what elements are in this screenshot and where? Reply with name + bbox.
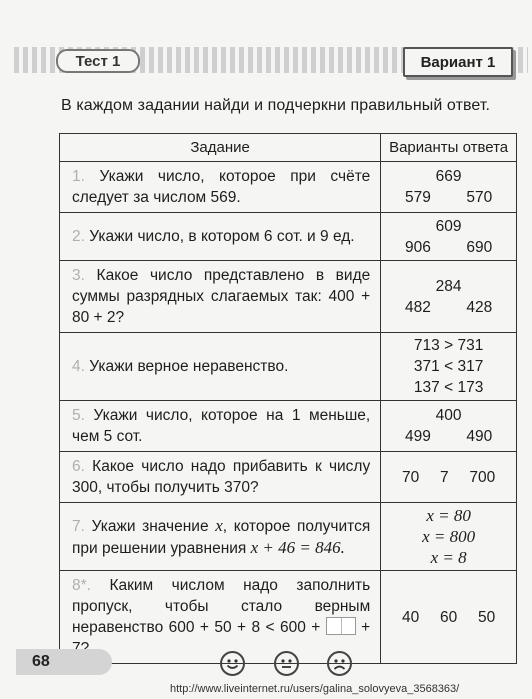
task-text: Какое число представлено в виде суммы разрядных слагаемых так: 400 + 80 + 2?: [72, 267, 371, 326]
table-row: [60, 571, 517, 664]
task-number: 6.: [72, 458, 85, 475]
page-number-text: 68: [32, 653, 50, 670]
answer-option[interactable]: 284: [435, 277, 462, 295]
answer-option[interactable]: 499: [404, 428, 431, 445]
task-number: 2.: [72, 228, 85, 245]
task-cell: [60, 401, 381, 452]
answer-option[interactable]: x = 80: [426, 506, 471, 525]
task-number: 8*.: [72, 577, 91, 594]
task-text: , которое получится при решении уравнения: [72, 517, 371, 557]
task-text: Укажи число, которое на 1 меньше, чем 5 сот.: [72, 407, 371, 445]
task-text: Укажи число, которое при счёте следует за числом 569.: [72, 168, 371, 206]
answer-option[interactable]: 371 < 317: [413, 358, 484, 375]
answer-cell: [381, 503, 517, 571]
variant-label: Вариант 1: [403, 47, 513, 77]
task-text: Укажи верное неравенство.: [89, 358, 289, 375]
answer-cell: [381, 213, 517, 261]
table-row: [60, 503, 517, 571]
answer-option[interactable]: 70: [401, 468, 420, 486]
task-number: 4.: [72, 358, 85, 375]
answer-cell: [381, 162, 517, 213]
table-row: [60, 452, 517, 503]
answer-option[interactable]: 713 > 731: [413, 337, 484, 354]
table-row: [60, 162, 517, 213]
table-row: [60, 401, 517, 452]
answer-option[interactable]: 579: [404, 189, 431, 206]
task-text: Укажи число, в котором 6 сот. и 9 ед.: [89, 228, 355, 245]
answer-option[interactable]: 400: [435, 407, 462, 424]
task-number: 1.: [72, 168, 85, 185]
answer-cell: [381, 452, 517, 503]
task-cell: [60, 162, 381, 213]
happy-face-icon[interactable]: [220, 651, 245, 676]
answer-option[interactable]: 906: [404, 238, 431, 256]
instruction-text: В каждом задании найди и подчеркни правильный ответ.: [61, 97, 491, 114]
table-row: [60, 333, 517, 401]
task-text: Каким числом надо заполнить пропуск, чтобы стало верным неравенство 600 + 50 + 8 < 600 +: [72, 577, 371, 636]
neutral-face-icon[interactable]: [274, 651, 299, 676]
task-cell: [60, 213, 381, 261]
task-number: 7.: [72, 517, 85, 535]
page-number: [16, 649, 112, 675]
test-table: [59, 133, 517, 664]
task-cell: [60, 571, 381, 664]
task-text: +: [361, 619, 371, 636]
task-text: Укажи значение: [91, 517, 209, 535]
task-number: 5.: [72, 407, 85, 424]
answer-cell: [381, 401, 517, 452]
answer-option[interactable]: 40: [401, 608, 420, 626]
task-cell: [60, 261, 381, 333]
answer-option[interactable]: 60: [439, 608, 458, 626]
table-row: [60, 261, 517, 333]
header-task: Задание: [60, 134, 381, 162]
task-cell: [60, 333, 381, 401]
answer-option[interactable]: 7: [439, 468, 449, 486]
task-cell: [60, 503, 381, 571]
task-text: Какое число надо прибавить к числу 300, чтобы получить 370?: [72, 458, 371, 496]
answer-option[interactable]: 482: [404, 298, 431, 316]
source-url: http://www.liveinternet.ru/users/galina_solovyeva_3568363/: [170, 683, 460, 695]
variable-x: x: [215, 515, 223, 535]
answer-option[interactable]: 570: [466, 189, 493, 206]
answer-option[interactable]: 50: [477, 608, 496, 626]
equation: x + 46 = 846.: [250, 537, 345, 557]
answer-option[interactable]: 609: [435, 217, 462, 235]
answer-option[interactable]: 700: [469, 468, 496, 486]
test-label: Тест 1: [56, 49, 140, 73]
answer-option[interactable]: x = 8: [430, 548, 467, 567]
task-cell: [60, 452, 381, 503]
answer-option[interactable]: 669: [435, 168, 462, 185]
answer-cell: [381, 333, 517, 401]
answer-option[interactable]: x = 800: [422, 527, 476, 546]
answer-cell: [381, 261, 517, 333]
answer-option[interactable]: 137 < 173: [413, 379, 484, 396]
table-row: [60, 213, 517, 261]
answer-option[interactable]: 690: [466, 238, 493, 256]
table-header-row: [60, 134, 517, 162]
task-number: 3.: [72, 267, 85, 284]
blank-box[interactable]: [326, 617, 356, 635]
answer-option[interactable]: 428: [466, 298, 493, 316]
answer-option[interactable]: 490: [466, 428, 493, 445]
header-answers: Варианты ответа: [381, 134, 517, 162]
sad-face-icon[interactable]: [327, 651, 352, 676]
answer-cell: [381, 571, 517, 664]
